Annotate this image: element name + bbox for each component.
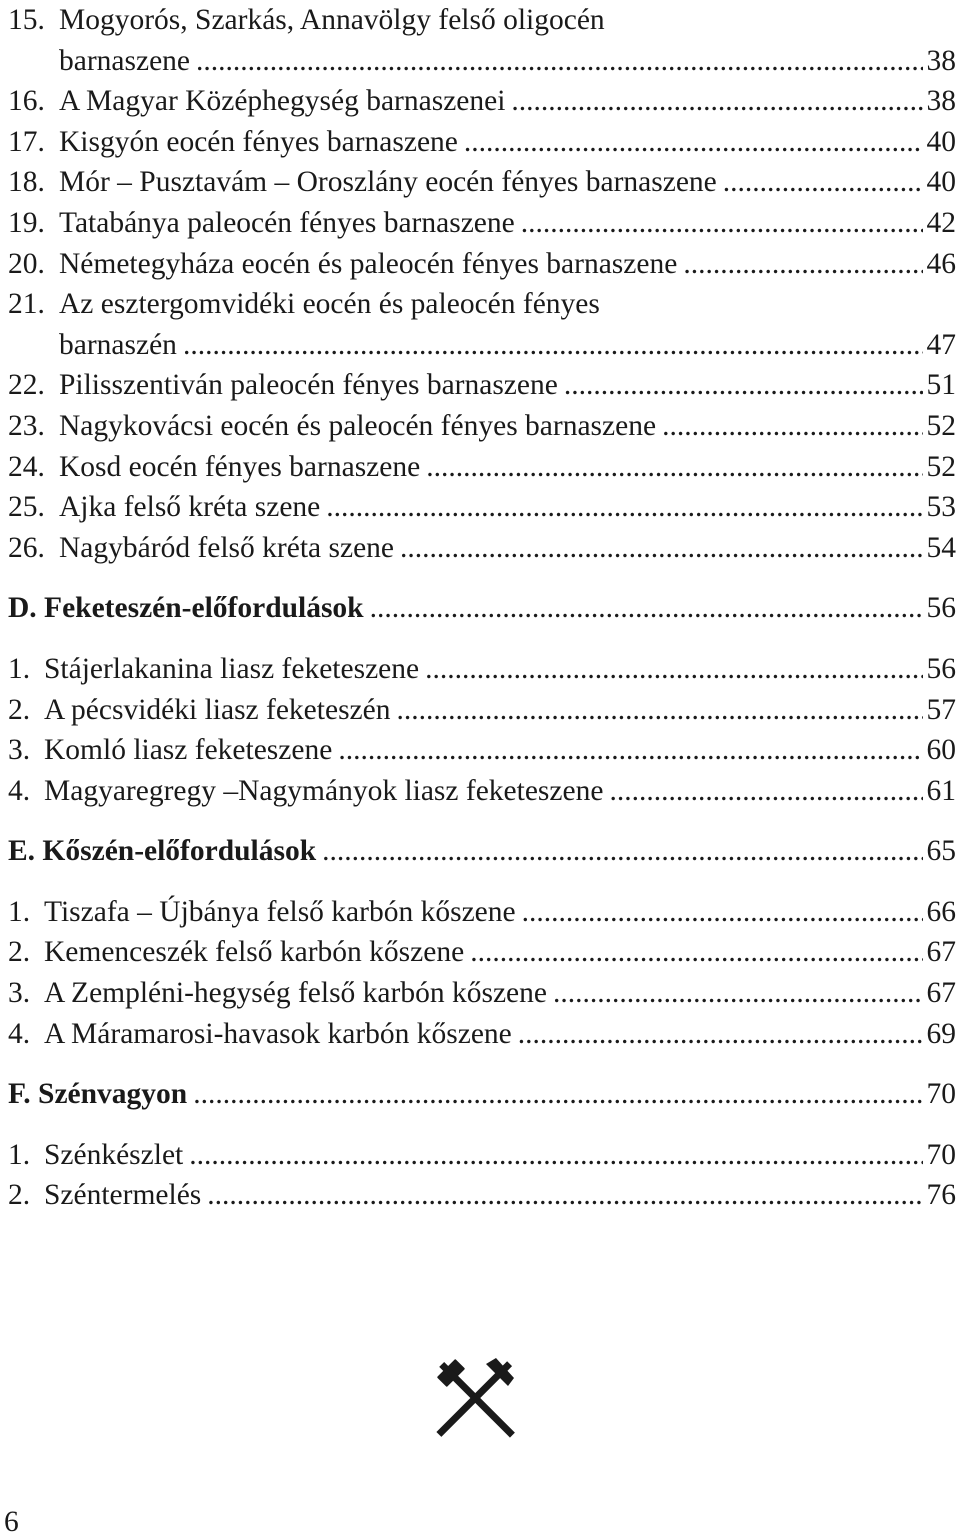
toc-entry-continuation <box>8 325 956 366</box>
entry-page: 67 <box>926 936 956 969</box>
section-heading-f <box>8 1074 956 1115</box>
toc-entry <box>8 365 956 406</box>
toc-entry <box>8 81 956 122</box>
toc-entry <box>8 244 956 285</box>
entry-page: 57 <box>926 693 956 726</box>
toc-entry <box>8 892 956 933</box>
dot-leader <box>522 892 923 933</box>
entry-title: Tatabánya paleocén fényes barnaszene <box>59 206 515 239</box>
toc-entry <box>8 203 956 244</box>
toc-entry <box>8 1135 956 1176</box>
entry-title: Nagykovácsi eocén és paleocén fényes barnaszene <box>59 409 657 442</box>
entry-title: Mogyorós, Szarkás, Annavölgy felső oligocén <box>59 4 605 36</box>
entry-page: 70 <box>926 1138 956 1171</box>
toc-entry <box>8 0 956 81</box>
toc-entry-line <box>8 0 956 41</box>
section-heading-d <box>8 588 956 629</box>
spacer <box>8 811 956 831</box>
dot-leader <box>370 588 923 629</box>
entry-title: A Zempléni-hegység felső karbón kőszene <box>44 977 547 1010</box>
entry-page: 46 <box>926 247 956 280</box>
entry-page: 47 <box>926 328 956 361</box>
entry-number: 17. <box>8 125 45 158</box>
entry-number: 1. <box>8 652 31 685</box>
entry-number: 1. <box>8 1138 31 1171</box>
dot-leader <box>470 932 922 973</box>
page-number: 6 <box>4 1506 19 1538</box>
toc-entry <box>8 447 956 488</box>
spacer <box>8 568 956 588</box>
toc-entry-line <box>8 284 956 325</box>
section-title: E. Kőszén-előfordulások <box>8 835 317 868</box>
entry-title: Szénkészlet <box>44 1138 184 1171</box>
entry-page: 70 <box>926 1078 956 1111</box>
entry-page: 51 <box>926 369 956 402</box>
toc-entry <box>8 973 956 1014</box>
entry-title: Kisgyón eocén fényes barnaszene <box>59 125 458 158</box>
toc-entry <box>8 122 956 163</box>
toc-entry <box>8 771 956 812</box>
dot-leader <box>723 162 923 203</box>
entry-page: 54 <box>926 531 956 564</box>
entry-title: A pécsvidéki liasz feketeszén <box>44 693 391 726</box>
entry-number: 22. <box>8 369 45 402</box>
toc-entry <box>8 730 956 771</box>
entry-number: 2. <box>8 693 31 726</box>
entry-page: 40 <box>926 125 956 158</box>
toc-entry <box>8 162 956 203</box>
dot-leader <box>396 690 922 731</box>
entry-number: 23. <box>8 409 45 442</box>
entry-title: Németegyháza eocén és paleocén fényes barnaszene <box>59 247 678 280</box>
toc-entry <box>8 1175 956 1216</box>
section-title: D. Feketeszén-előfordulások <box>8 592 364 625</box>
entry-number: 2. <box>8 1179 31 1212</box>
entry-number: 3. <box>8 734 31 767</box>
toc-entry <box>8 487 956 528</box>
entry-number: 20. <box>8 247 45 280</box>
dot-leader <box>609 771 922 812</box>
dot-leader <box>183 325 923 366</box>
entry-title: A Máramarosi-havasok karbón kőszene <box>44 1017 512 1050</box>
entry-page: 52 <box>926 450 956 483</box>
entry-number: 4. <box>8 774 31 807</box>
toc-entry <box>8 284 956 365</box>
dot-leader <box>400 528 922 569</box>
entry-page: 61 <box>926 774 956 807</box>
entry-title: Kosd eocén fényes barnaszene <box>59 450 421 483</box>
entry-number: 21. <box>8 288 45 321</box>
entry-page: 76 <box>926 1179 956 1212</box>
dot-leader <box>338 730 922 771</box>
entry-title: Kemenceszék felső karbón kőszene <box>44 936 465 969</box>
spacer <box>8 629 956 649</box>
entry-page: 52 <box>926 409 956 442</box>
entry-title: Pilisszentiván paleocén fényes barnaszene <box>59 369 558 402</box>
dot-leader <box>426 447 922 488</box>
dot-leader <box>511 81 922 122</box>
entry-page: 56 <box>926 652 956 685</box>
entry-number: 1. <box>8 895 31 928</box>
entry-title: Magyaregregy –Nagymányok liasz feketeszene <box>44 774 604 807</box>
entry-page: 40 <box>926 166 956 199</box>
entry-page: 42 <box>926 206 956 239</box>
spacer <box>8 1054 956 1074</box>
entry-title: Mór – Pusztavám – Oroszlány eocén fényes barnaszene <box>59 166 717 199</box>
spacer <box>8 872 956 892</box>
dot-leader <box>189 1135 922 1176</box>
entry-title: Nagybáród felső kréta szene <box>59 531 395 564</box>
dot-leader <box>564 365 923 406</box>
dot-leader <box>662 406 922 447</box>
entry-number: 15. <box>8 4 45 36</box>
entry-number: 26. <box>8 531 45 564</box>
entry-page: 67 <box>926 977 956 1010</box>
entry-title: Az esztergomvidéki eocén és paleocén fényes <box>59 288 600 321</box>
entry-title: Tiszafa – Újbánya felső karbón kőszene <box>44 895 516 928</box>
entry-title: Komló liasz feketeszene <box>44 734 333 767</box>
toc-entry <box>8 649 956 690</box>
entry-number: 4. <box>8 1017 31 1050</box>
entry-page: 60 <box>926 734 956 767</box>
toc-entry <box>8 528 956 569</box>
entry-page: 38 <box>926 85 956 118</box>
dot-leader <box>193 1074 922 1115</box>
entry-number: 24. <box>8 450 45 483</box>
toc-entry-continuation <box>8 41 956 82</box>
table-of-contents <box>8 0 956 1216</box>
entry-title: Stájerlakanina liasz feketeszene <box>44 652 420 685</box>
entry-title-continuation: barnaszene <box>59 44 191 77</box>
entry-title-continuation: barnaszén <box>59 328 177 361</box>
section-heading-e <box>8 831 956 872</box>
entry-number: 25. <box>8 491 45 524</box>
spacer <box>8 1115 956 1135</box>
dot-leader <box>521 203 923 244</box>
dot-leader <box>207 1175 922 1216</box>
hammer-and-pick-shapes <box>436 1358 514 1438</box>
entry-page: 53 <box>926 491 956 524</box>
entry-page: 66 <box>926 895 956 928</box>
toc-entry <box>8 1014 956 1055</box>
entry-title: Ajka felső kréta szene <box>59 491 321 524</box>
toc-entry <box>8 932 956 973</box>
section-title: F. Szénvagyon <box>8 1078 188 1111</box>
entry-number: 19. <box>8 206 45 239</box>
dot-leader <box>518 1014 923 1055</box>
toc-entry <box>8 406 956 447</box>
dot-leader <box>326 487 922 528</box>
entry-number: 2. <box>8 936 31 969</box>
entry-number: 18. <box>8 166 45 199</box>
toc-entry <box>8 690 956 731</box>
dot-leader <box>196 41 922 82</box>
dot-leader <box>464 122 923 163</box>
dot-leader <box>425 649 922 690</box>
dot-leader <box>322 831 922 872</box>
hammer-and-pick-icon <box>434 1356 518 1440</box>
entry-number: 3. <box>8 977 31 1010</box>
entry-title: Széntermelés <box>44 1179 202 1212</box>
entry-page: 69 <box>926 1017 956 1050</box>
entry-page: 65 <box>926 835 956 868</box>
entry-number: 16. <box>8 85 45 118</box>
dot-leader <box>683 244 922 285</box>
entry-page: 38 <box>926 44 956 77</box>
dot-leader <box>553 973 923 1014</box>
entry-title: A Magyar Középhegység barnaszenei <box>59 85 506 118</box>
entry-page: 56 <box>926 592 956 625</box>
